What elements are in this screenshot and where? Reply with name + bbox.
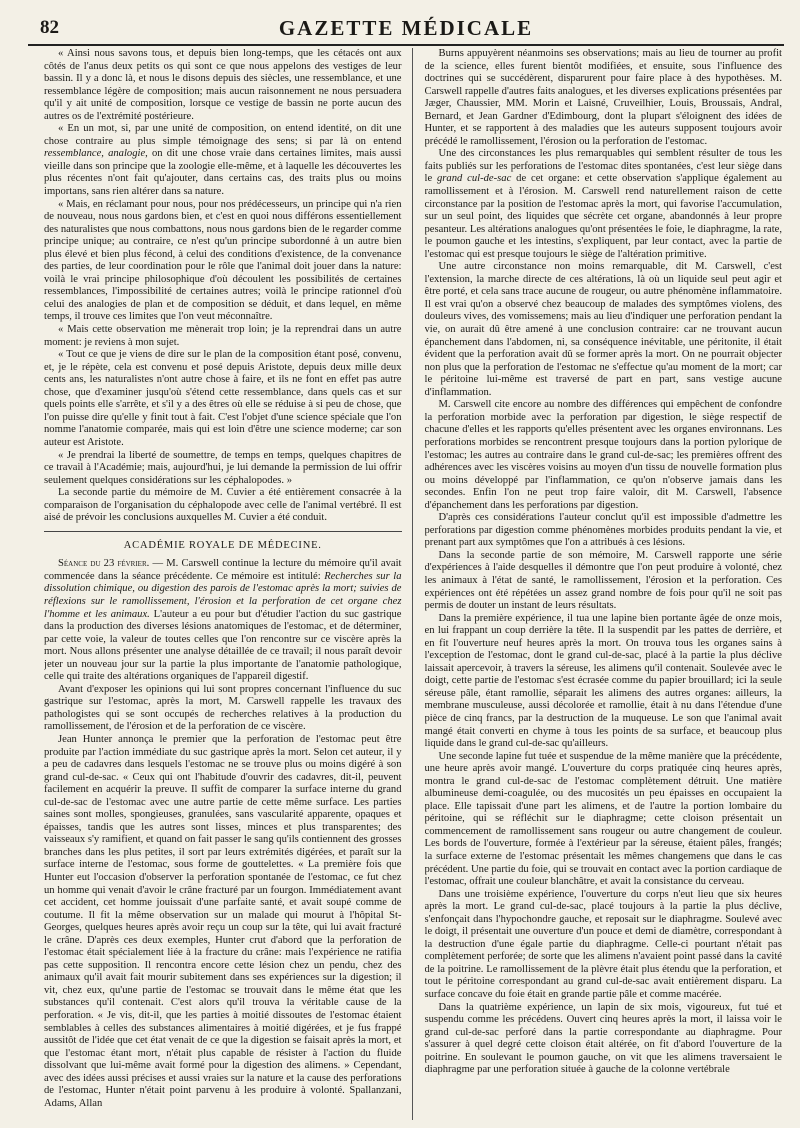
paragraph: La seconde partie du mémoire de M. Cuvier a été entièrement consacrée à la comparaison de l'organisation du céphalopode avec celle de l'animal vertébré. Il est aisé de prévoir les conclusions auxquelles M. Cuvier a été conduit. [44,487,402,532]
paragraph: M. Carswell cite encore au nombre des différences qui empêchent de confondre la perforation morbide avec la perforation par digestion, le siège respectif de chacune d'elles et les rapports qu'elles présentent avec les organes environnans. Les perforations morbides se rencontrent presque toujours dans la portion pylorique de l'estomac; les autres au contraire dans le grand cul-de-sac; les premières offrent des adhérences avec les viscères voisins au moyen d'un tissu de nouvelle formation plus ou moins développé par l'inflammation, ce qu'on n'observe jamais dans les secondes. Enfin l'on ne peut trop faire valoir, dit M. Carswell, l'absence d'épanchement dans les perforations par digestion. [424,399,782,511]
paragraph [44,123,402,198]
paragraph: Avant d'exposer les opinions qui lui sont propres concernant l'influence du suc gastrique sur l'estomac, après la mort, M. Carswell rappelle les travaux des pathologistes qui se sont occupés de recherches relatives à la production du ramollissement, de l'érosion et de la perforation de ce viscère. [44,683,402,733]
emphasis-text: ressemblance, analogie [44,148,146,160]
paragraph: Une seconde lapine fut tuée et suspendue de la même manière que la précédente, une heure après avoir mangé. L'ouverture du corps pratiquée cinq heures après, montra le grand cul-de-sac de l'estomac complètement détruit. Une matière albumineuse demi-coagulée, ou des mucosités un peu épaisses en occupaient la place. Elle tapissait d'une part les alimens, et de l'autre la portion lombaire du péritoine, qui se réfléchit sur le diaphragme; cette cloison présentait un commencement de ramollissement sans rougeur ou autre changement de couleur. Les bords de l'ouverture, formée à l'extérieur par la séreuse, étaient pâles, frangés; la surface externe de l'estomac présentait les mêmes changemens que dans le cas précédent. Une partie du foie, qui se trouvait en contact avec la portion cardiaque de l'estomac, offrait une couleur blanchâtre, et avait la consistance du cerveau. [424,750,782,888]
paragraph-text: — M. Carswell continue la lecture du mémoire qu'il avait commencée dans la séance précédente. Ce mémoire est intitulé: [44,558,402,582]
paragraph: D'après ces considérations l'auteur conclut qu'il est impossible d'admettre les perforations par digestion comme phénomènes morbides produits pendant la vie, et prenant part aux symptômes que l'on a attribués à ces lésions. [424,512,782,549]
paragraph: Dans la quatrième expérience, un lapin de six mois, vigoureux, fut tué et suspendu comme les précédens. Ouvert cinq heures après la mort, il laissa voir le grand cul-de-sac perforé dans la partie correspondante au diaphragme. Pour s'assurer à quel degré cette cloison était altérée, on fit d'abord l'ouverture de la poitrine. En soulevant le poumon gauche, on vit que les alimens traversaient le diaphragme par une perforation située à gauche de la colonne vertébrale [424,1001,782,1076]
paragraph: « Tout ce que je viens de dire sur le plan de la composition étant posé, convenu, et, je le répète, cela est convenu et posé depuis Aristote, depuis deux mille deux cents ans, les naturalistes n'ont autre chose à faire, et ils ne font en effet pas autre chose, que d'examiner jusqu'où s'étend cette ressemblance, dans quels cas et sur quels points elle s'arrête, et s'il y a des êtres où elle se réduise à si peu de chose, que l'on puisse dire qu'elle y finit tout à fait. C'est l'objet d'une science spéciale que l'on nomme l'anatomie comparée, mais qui est loin d'être une science moderne; car son auteur est Aristote. [44,349,402,448]
paragraph [425,148,783,261]
page-number: 82 [40,17,59,38]
paragraph: Dans la seconde partie de son mémoire, M. Carswell rapporte une série d'expériences à l'aide desquelles il démontre que l'on peut produire à volonté, chez les animaux à l'état de santé, le ramollissement, l'érosion et la perforation. Ces expériences ont été répétées un assez grand nombre de fois pour qu'il ne soit pas permis de douter un instant de leurs résultats. [424,549,782,612]
paragraph-text: de cet organe: et cette observation s'applique également au ramollissement et à l'érosion. M. Carswell rend naturellement raison de cette circonstance par la position de l'estomac après la mort, qui favorise l'accumulation, sur un seul point, des liquides que sécrète cet organe, abandonnés à leur propre pesanteur. Les altérations analogues qu'ont présentées le foie, le diaphragme, la rate, le poumon gauche et les intestins, s'expliquent, par leur contact, avec la partie de l'estomac qui est presque toujours le siège de l'altération primitive. [424,173,782,260]
paragraph-text: L'auteur a eu pour but d'étudier l'action du suc gastrique dans la production des diverses lésions anatomiques de l'estomac, et de déterminer, par cette voie, la valeur de toutes celles que l'on rencontre sur ce viscère après la mort. Nous allons présenter une analyse détaillée de ce travail; il nous paraît devoir jeter un nouveau jour sur la partie la plus importante de l'anatomie pathologique, celle qui traite des altérations organiques de l'appareil digestif. [44,608,402,683]
section-heading: ACADÉMIE ROYALE DE MÉDECINE. [123,539,322,551]
page-header [28,14,784,46]
paragraph-text: « En un mot, si, par une unité de composition, on entend identité, on dit une chose contraire au plus simple témoignage des sens; si par là on entend [44,123,402,147]
paragraph [44,558,402,683]
paragraph: « Je prendrai la liberté de soumettre, de temps en temps, quelques chapitres de ce travail à l'Académie; mais, aujourd'hui, je lui demande la permission de lui offrir seulement quelques considérations sur les céphalopodes. » [44,449,402,486]
paragraph: « Mais, en réclamant pour nous, pour nos prédécesseurs, un principe qui n'a rien de nouveau, nous nous gardons bien, et c'est en quoi nous différons essentiellement des naturalistes que nous combattons, nous nous gardons bien de le regarder comme principe unique; au contraire, ce n'est qu'un principe subordonné à un autre bien plus élevé et bien plus fécond, à celui des conditions d'existence, de la convenance des parties, de leur coordination pour le rôle que l'animal doit jouer dans la nature: voilà le vrai principe philosophique d'où découlent les possibilités de certaines ressemblances, l'impossibilité de certaines autres; voilà le principe rationnel d'où celui des analogies de plan et de composition se déduit, et dans lequel, en même temps, il trouve ces limites que l'on veut méconnaître. [44,198,402,323]
paragraph: Une autre circonstance non moins remarquable, dit M. Carswell, c'est l'extension, la marche directe de ces altérations, là où un liquide seul peut agir et être porté, et cela sans trace aucune de rougeur, ou autre phénomène inflammatoire. Il est vrai qu'on a observé chez beaucoup de malades des symptômes violens, des douleurs vives, des vomissemens; mais au lieu d'indiquer une perforation pendant la vie, on aurait dû être amené à une conclusion contraire: car ne trouvant aucun épanchement dans l'abdomen, ni, sa conséquence inévitable, une péritonite, il était évident que la perforation avait dû se former après la mort. On ne pourrait objecter non plus que la perforation de l'estomac ne s'effectue qu'au moment de la mort; car le péritoine lui-même est traversé de part en part, sans vestige aucune d'inflammation. [424,261,782,398]
paragraph: « Ainsi nous savons tous, et depuis bien long-temps, que les cétacés ont aux côtés de l'anus deux petits os qui sont ce que nous appelons des vestiges de leur bassin. Il y a donc là, et nous le disons depuis des siècles, une ressemblance, et une ressemblance légère de composition; mais aucun raisonnement ne nous persuadera qu'il y ait unité de composition, lorsque ce vestige de bassin ne porte aucun des autres os de l'extrémité postérieure. [44,48,402,122]
journal-title: GAZETTE MÉDICALE [278,16,534,40]
emphasis-text: grand cul-de-sac [437,173,512,185]
paragraph: Jean Hunter annonça le premier que la perforation de l'estomac peut être produite par l'action immédiate du suc gastrique après la mort. Selon cet auteur, il y a peu de cadavres dans lesquels l'estomac ne se trouve plus ou moins digéré à son grand cul-de-sac. « Ceux qui ont l'habitude d'ouvrir des cadavres, dit-il, peuvent facilement en acquérir la preuve. Il suffit de comparer la surface interne du grand cul-de-sac de l'estomac avec une autre partie de cette même surface. Les parties saines sont molles, spongieuses, granulées, sans vascularité apparente, opaques et épaisses, tandis que les autres sont lisses, minces et plus transparentes; des vaisseaux s'y ramifient, et quand on fait passer le sang qu'ils contiennent des grosses branches dans les plus petites, il sort par leurs extrémités digérées, et paraît sur la surface interne de l'estomac, sous forme de gouttelettes. « La première fois que Hunter eut l'occasion d'observer la perforation spontanée de l'estomac, ce fut chez un homme qui venait d'avoir le crâne fracturé par un fourgon. Immédiatement avant cet accident, cet homme jouissait d'une parfaite santé, et avait soupé comme de coutume. Il fit la même observation sur un malade qui mourut à l'hôpital St-Georges, quelques heures après avoir reçu un coup sur la tête, qui lui avait fracturé le crâne. D'après ces deux exemples, Hunter crut d'abord que la perforation de l'estomac était spécialement liée à la fracture du crâne: mais l'expérience ne ratifia pas cette supposition. Il rencontra encore cette lésion chez un pendu, chez des animaux qu'il avait fait mourir subitement dans ses expériences sur la digestion; il vit, chez eux, qu'une partie de l'estomac se trouvait dans le même état que les substances qu'il contenait. C'est alors qu'il trouva la véritable cause de la perforation. « Je vis, dit-il, que les parties à moitié dissoutes de l'estomac étaient semblables à celles des substances alimentaires à moitié digérées, et je fus frappé aussitôt de l'idée que cet état venait de ce que la digestion se faisait après la mort, et que l'estomac étant mort, n'était plus capable de résister à l'action du fluide dissolvant que lui-même avait formé pour la digestion des alimens. » Cependant, avec des idées aussi précises et aussi vraies sur la nature et la cause des perforations de l'estomac, Hunter n'était point parvenu à les produire à volonté. Spallanzani, Adams, Allan [44,733,402,1109]
paragraph: Dans la première expérience, il tua une lapine bien portante âgée de onze mois, en lui frappant un coup derrière la tête. Il la suspendit par les pattes de derrière, et en fit l'ouverture neuf heures après la mort. On trouva tous les organes sains à l'exception de l'estomac, dont le grand cul-de-sac, placé à la partie la plus déclive laissait apercevoir, à travers la séreuse, les alimens qu'il contenait. Soulevée avec le doigt, cette partie de l'estomac s'est écrasée comme du papier brouillard; ici la seule séreuse pâle, étant ramollie, séparait les alimens des autres organes: ailleurs, la membrane musculeuse, aussi décolorée et ramollie, était à nu dans l'étendue d'une pièce de cinq francs, par la destruction de la muqueuse. Le son que l'animal avait mangé était converti en chyme à tous les points de sa surface, et beaucoup plus liquide dans le grand cul-de-sac qu'ailleurs. [424,612,782,750]
left-column [44,48,413,1120]
paragraph-text: Une des circonstances les plus remarquables qui semblent résulter de tous les faits publiés sur les perforations de l'estomac dites spontanées, c'est leur siège dans le [424,148,782,185]
paragraph: Burns appuyèrent néanmoins ses observations; mais au lieu de tourner au profit de la science, elles furent bientôt modifiées, et ensuite, sous l'influence des doctrines qui se succédèrent, disparurent pour faire place à des hypothèses. M. Carswell rappelle d'autres faits analogues, et les diverses explications présentées par Jæger, Chaussier, MM. Morin et Laisné, Cruveilhier, Louis, Broussais, Andral, Bernard, et Jean Gardner d'Edimbourg, dont la plupart s'éloignent des idées de Hunter, et se rapportent à des maladies que les auteurs supposent toujours avoir précédé le ramollissement, l'érosion ou la perforation de l'estomac. [424,48,782,147]
text-columns [44,48,782,1120]
memoir-title: Recherches sur la dissolution chimique, ou digestion des parois de l'estomac après la mort; suivies de réflexions sur le ramollissement, l'érosion et la perforation de cet organe chez l'homme et les animaux. [44,570,402,620]
paragraph-text: , on dit une chose vraie dans certaines limites, mais aussi vieille dans son principe que la zoologie elle-même, et à laquelle les découvertes les plus récentes n'ont fait qu'ajouter, dans certains cas, des traits plus ou moins importans, sans rien altérer dans sa nature. [44,148,402,198]
session-date: Séance du 23 février. [58,558,150,570]
right-column [425,48,783,1120]
paragraph: « Mais cette observation me mènerait trop loin; je la reprendrai dans un autre moment: je reviens à mon sujet. [44,324,402,348]
paragraph: Dans une troisième expérience, l'ouverture du corps n'eut lieu que six heures après la mort. Le grand cul-de-sac, placé toujours à la partie la plus déclive, s'enfonçait dans l'hypochondre gauche, et reposait sur le diaphragme. Soulevé avec le doigt, il présentait une ouverture d'un pouce et demi de diamètre, correspondant à la destruction d'une égale partie du diaphragme. Celle-ci pourtant n'était pas complètement perforée; de sorte que les alimens n'avaient point passé dans la cavité de la poitrine. Le ramollissement de la plèvre était plus étendu que la perforation, et tout le péritoine correspondant au grand cul-de-sac avait entièrement disparu. La surface concave du foie était en grande partie pâle et comme macérée. [424,888,782,1001]
